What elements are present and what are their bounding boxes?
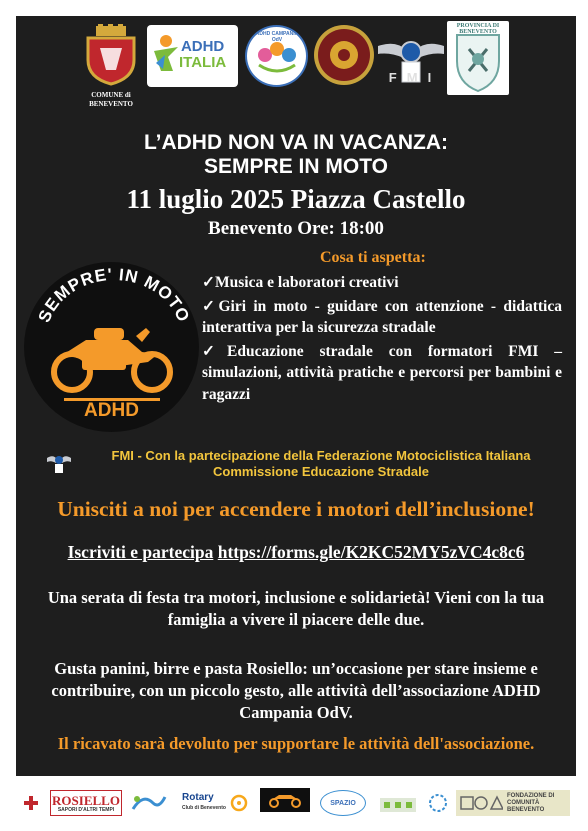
agenda-item-text: Giri in moto - guidare con attenzione - didattica interattiva per la sicurezza stradale (202, 297, 562, 336)
agenda-item (202, 296, 562, 339)
burst-icon (428, 793, 448, 813)
comune-label-line2: BENEVENTO (89, 100, 133, 108)
figure-icon (151, 33, 181, 73)
fmi-note-line1: FMI - Con la partecipazione della Federazione Motociclistica Italiana (111, 448, 531, 463)
spazio-name: SPAZIO (330, 799, 356, 807)
fmi-note (42, 448, 572, 480)
adhd-italia-logo (147, 25, 238, 87)
rosiello-sub: SAPORI D'ALTRI TEMPI (57, 806, 115, 813)
event-date: 11 luglio 2025 Piazza Castello (126, 184, 466, 214)
badge-top-text: SEMPRE' IN MOTO (34, 264, 194, 326)
signup-label: Iscriviti e partecipa (67, 542, 214, 562)
check-icon: ✓ (202, 342, 227, 360)
signup-link[interactable]: https://forms.gle/K2KC52MY5zVC4c8c6 (217, 542, 525, 562)
sempre-in-moto-badge (24, 262, 199, 432)
sempre-in-moto-small-logo (260, 788, 310, 812)
fmi-logo-label: FMI (388, 70, 442, 85)
agenda-title: Cosa ti aspetta: (320, 249, 426, 266)
rotary-sub: Club di Benevento (182, 805, 226, 811)
event-poster (16, 16, 576, 776)
proceeds-note: Il ricavato sarà devoluto per supportare le attività dell'associazione. (57, 734, 535, 753)
paragraph-festa: Una serata di festa tra motori, inclusione e solidarietà! Vieni con la tua famiglia a vivere il piacere delle due. (47, 588, 545, 629)
crest-icon (76, 24, 146, 86)
red-cross-icon (22, 794, 40, 812)
paragraph-food: Gusta panini, birre e pasta Rosiello: un’occasione per stare insieme e contribuire, con un piccolo gesto, alle attività dell’associazione ADHD Campania OdV. (51, 659, 541, 722)
agenda-item (202, 341, 562, 406)
sponsor-bar (16, 780, 576, 826)
call-to-action: Unisciti a noi per accendere i motori dell’inclusione! (57, 497, 535, 521)
rosiello-name: ROSIELLO (52, 792, 120, 808)
comune-label-line1: COMUNE di (91, 91, 131, 99)
check-icon: ✓ (202, 274, 215, 291)
fmi-logo (376, 36, 446, 86)
rotary-logo (178, 790, 252, 816)
small-motorcycle-icon (265, 791, 305, 809)
signup-line (16, 542, 576, 563)
fondazione-shapes-icon (459, 794, 503, 812)
adhd-campania-logo (245, 25, 308, 87)
badge-bottom-text: ADHD (84, 400, 139, 421)
headline-line2: SEMPRE IN MOTO (204, 155, 388, 178)
blue-sponsor-logo (426, 790, 450, 816)
svg-text:SEMPRE' IN MOTO (35, 265, 194, 325)
headline-line1: L’ADHD NON VA IN VACANZA: (143, 131, 449, 154)
motoclub-logo (314, 25, 374, 85)
spazio-logo (320, 790, 366, 816)
fmi-wing-icon (46, 452, 72, 474)
green-sponsor-logo (376, 790, 420, 816)
red-cross-logo (20, 790, 42, 816)
comune-benevento-logo (76, 24, 146, 114)
fondazione-logo (456, 790, 570, 816)
event-time: Benevento Ore: 18:00 (208, 218, 384, 239)
agenda-item-text: Musica e laboratori creativi (215, 274, 399, 291)
adhd-campania-label: ADHD CAMPANIA OdV (255, 31, 299, 43)
provincia-benevento-logo (447, 21, 509, 95)
adhd-italia-top: ADHD (180, 38, 225, 55)
rotary-wheel-icon (230, 794, 248, 812)
adhd-italia-bottom: ITALIA (179, 54, 227, 71)
check-icon: ✓ (202, 297, 219, 315)
headline (16, 131, 576, 179)
agenda-item (202, 272, 562, 294)
fondazione-name: FONDAZIONE DI COMUNITÀ BENEVENTO (507, 792, 555, 813)
via-swirl-icon (129, 791, 169, 815)
fmi-note-line2: Commissione Educazione Stradale (212, 464, 429, 479)
rosiello-logo (50, 790, 122, 816)
rotary-name: Rotary (182, 792, 214, 803)
agenda-item-text: Educazione stradale con formatori FMI – simulazioni, attività pratiche e percorsi per bambini e ragazzi (202, 342, 562, 403)
provincia-label: PROVINCIA DI BENEVENTO (456, 23, 500, 35)
building-icon (378, 792, 418, 814)
via-logo (128, 790, 170, 816)
gear-badge-icon (314, 25, 374, 85)
agenda-list (202, 272, 562, 407)
